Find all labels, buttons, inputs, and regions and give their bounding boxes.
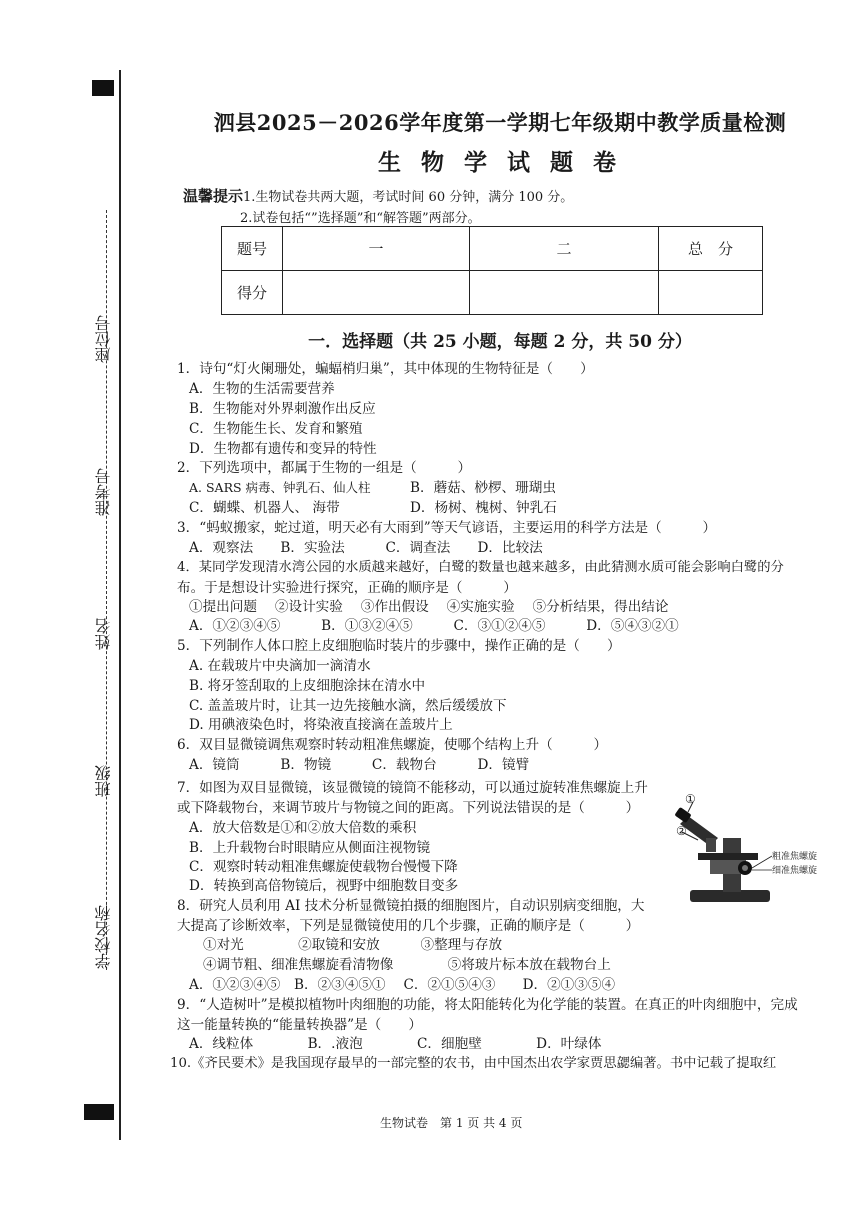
question-line: 布。于是想设计实验进行探究，正确的顺序是（ ）	[177, 580, 517, 596]
score-cell[interactable]	[470, 271, 659, 315]
question-line: 1．诗句“灯火阑珊处，蝙蝠梢归巢”，其中体现的生物特征是（ ）	[177, 361, 594, 377]
question-line: 9．“人造树叶”是模拟植物叶肉细胞的功能，将太阳能转化为化学能的装置。在真正的叶肉细胞中，完成	[177, 997, 798, 1013]
exam-title: 泗县2025－2026学年度第一学期七年级期中教学质量检测	[213, 110, 787, 135]
question-line: A．观察法 B．实验法 C．调查法 D．比较法	[189, 540, 543, 556]
figure-label-1: ①	[685, 792, 696, 806]
registration-mark-top	[92, 80, 114, 96]
header-cell: 一	[283, 227, 470, 271]
score-cell[interactable]	[659, 271, 763, 315]
question-line: A. 在载玻片中央滴加一滴清水	[189, 658, 371, 674]
question-line: B．生物能对外界刺激作出反应	[189, 401, 376, 417]
header-cell: 二	[470, 227, 659, 271]
question-line: A．①②③④⑤ B．②③④⑤① C．②①⑤④③ D．②①③⑤④	[189, 977, 616, 993]
question-line: 或下降载物台，来调节玻片与物镜之间的距离。下列说法错误的是（ ）	[177, 800, 640, 816]
section-title: 一．选择题（共 25 小题，每题 2 分，共 50 分）	[308, 332, 692, 352]
question-line: A．放大倍数是①和②放大倍数的乘积	[189, 820, 417, 836]
fine-focus-label: 细准焦螺旋	[772, 866, 818, 876]
microscope-figure	[668, 792, 818, 906]
notice-line-2: 2.试卷包括“”选择题”和“解答题”两部分。	[240, 211, 481, 226]
question-line: 2．下列选项中，都属于生物的一组是（ ）	[177, 460, 472, 476]
question-line: A．线粒体 B．.液泡 C．细胞壁 D．叶绿体	[189, 1036, 602, 1052]
coarse-focus-label: 粗准焦螺旋	[772, 852, 818, 862]
score-table	[221, 226, 763, 315]
question-line: A．①②③④⑤ B．①③②④⑤ C．③①②④⑤ D．⑤④③②①	[189, 618, 679, 634]
question-line: 6．双目显微镜调焦观察时转动粗准焦螺旋，使哪个结构上升（ ）	[177, 737, 608, 753]
question-line: C．生物能生长、发育和繁殖	[189, 421, 363, 437]
question-line: ④调节粗、细准焦螺旋看清物像 ⑤将玻片标本放在载物台上	[203, 957, 611, 973]
question-line: D．杨树、槐树、钟乳石	[410, 500, 557, 516]
question-line: 7．如图为双目显微镜，该显微镜的镜筒不能移动，可以通过旋转准焦螺旋上升	[177, 780, 648, 796]
header-cell: 题号	[222, 227, 283, 271]
class-label: 班级	[94, 765, 113, 797]
binding-line	[119, 70, 121, 1140]
figure-label-2: ②	[676, 824, 687, 838]
name-label: 姓名	[94, 618, 113, 650]
question-line: ①提出问题 ②设计实验 ③作出假设 ④实施实验 ⑤分析结果，得出结论	[189, 599, 669, 615]
registration-mark-bottom	[84, 1104, 114, 1120]
question-line: 大提高了诊断效率，下列是显微镜使用的几个步骤，正确的顺序是（ ）	[177, 918, 640, 934]
question-line: 10.《齐民要术》是我国现存最早的一部完整的农书，由中国杰出农学家贾思勰编著。书中记载了提取红	[170, 1056, 777, 1071]
question-line: C. 盖盖玻片时，让其一边先接触水滴，然后缓缓放下	[189, 698, 507, 714]
question-line: D．转换到高倍物镜后，视野中细胞数目变多	[189, 878, 459, 894]
notice-line-1: 温馨提示1.生物试卷共两大题，考试时间 60 分钟，满分 100 分。	[183, 187, 574, 205]
exam-subtitle: 生 物 学 试 题 卷	[377, 149, 623, 176]
exam-number-label: 准考号	[94, 468, 113, 516]
question-line: D. 用碘液染色时，将染液直接滴在盖玻片上	[189, 717, 453, 733]
question-line: 这一能量转换的“能量转换器”是（ ）	[177, 1017, 422, 1033]
question-line: B．上升载物台时眼睛应从侧面注视物镜	[189, 840, 431, 856]
question-line: C．观察时转动粗准焦螺旋使载物台慢慢下降	[189, 859, 458, 875]
question-line: 4．某同学发现清水湾公园的水质越来越好，白鹭的数量也越来越多，由此猜测水质可能会影响白鹭的分	[177, 560, 784, 575]
question-line: B．蘑菇、桫椤、珊瑚虫	[410, 480, 556, 496]
question-line: ①对光 ②取镜和安放 ③整理与存放	[203, 937, 503, 953]
question-line: 3．“蚂蚁搬家，蛇过道，明天必有大雨到”等天气谚语，主要运用的科学方法是（ ）	[177, 520, 717, 536]
school-label: 学校名称	[94, 905, 113, 969]
question-line: C．蝴蝶、机器人、 海带	[189, 500, 340, 516]
page-footer: 生物试卷 第 1 页 共 4 页	[380, 1116, 523, 1130]
question-line: 8．研究人员利用 AI 技术分析显微镜拍摄的细胞图片，自动识别病变细胞，大	[177, 898, 645, 914]
question-line: B. 将牙签刮取的上皮细胞涂抹在清水中	[189, 678, 426, 694]
score-cell[interactable]	[283, 271, 470, 315]
header-cell: 总 分	[659, 227, 763, 271]
question-line: A. SARS 病毒、钟乳石、仙人柱	[189, 480, 371, 495]
question-line: A．镜筒 B．物镜 C．载物台 D．镜臂	[189, 757, 530, 773]
question-line: 5．下列制作人体口腔上皮细胞临时装片的步骤中，操作正确的是（ ）	[177, 638, 621, 654]
notice-label: 温馨提示	[183, 187, 244, 205]
seat-label: 座位号	[94, 315, 113, 363]
score-table-row	[222, 271, 763, 315]
score-table-row	[222, 227, 763, 271]
question-line: A．生物的生活需要营养	[189, 381, 335, 397]
question-line: D．生物都有遗传和变异的特性	[189, 441, 377, 457]
score-label-cell: 得分	[222, 271, 283, 315]
